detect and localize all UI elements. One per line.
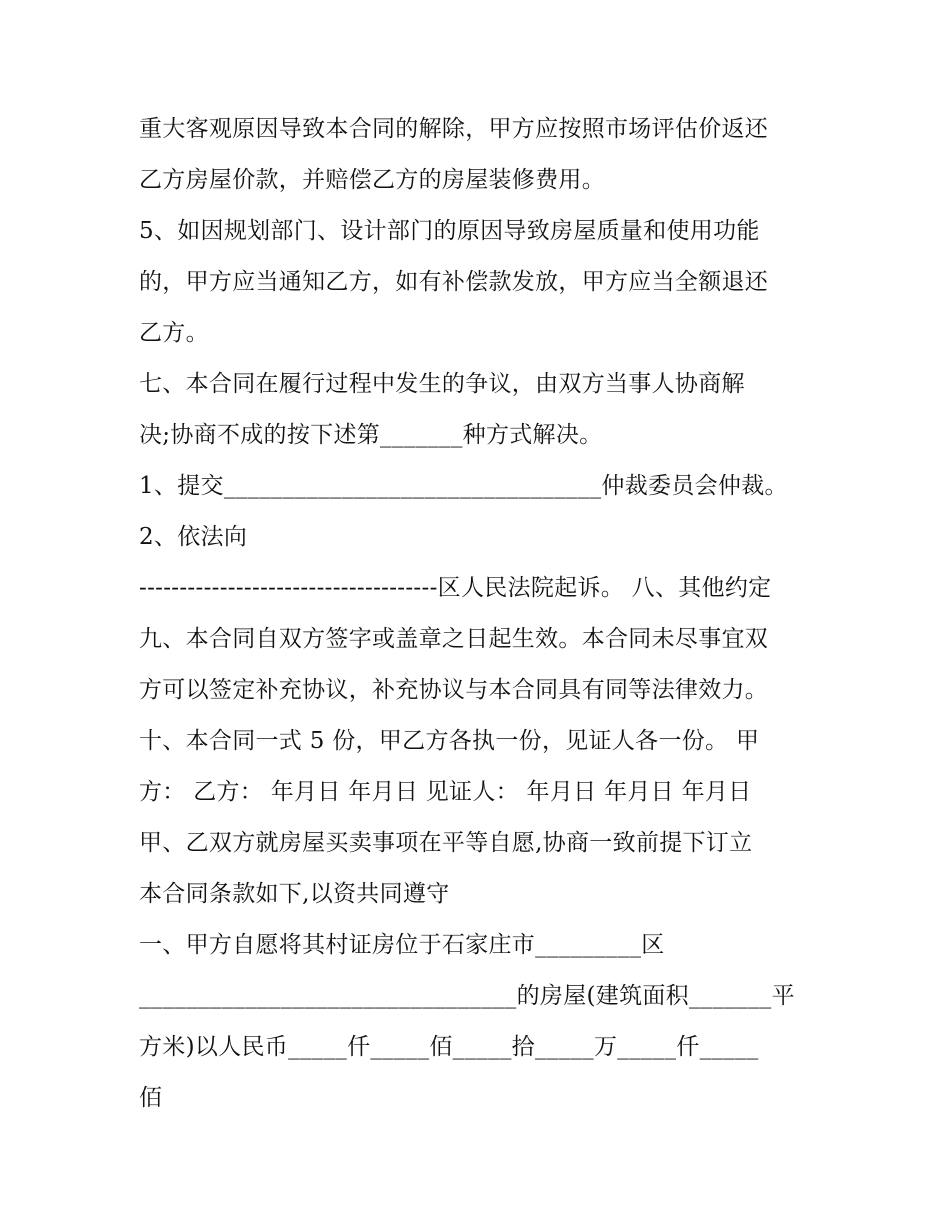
text-line: 十、本合同一式 5 份，甲乙方各执一份，见证人各一份。 甲 [139,728,760,754]
text-line: 一、甲方自愿将其村证房位于石家庄市_________区 [139,932,665,958]
text-line: 甲、乙双方就房屋买卖事项在平等自愿,协商一致前提下订立 [139,830,753,856]
text-line: 方： 乙方： 年月日 年月日 见证人： 年月日 年月日 年月日 [139,779,752,805]
text-line: 1、提交________________________________仲裁委员会仲裁。 [139,473,788,499]
text-line: 2、依法向 [139,524,248,550]
text-line: 乙方房屋价款，并赔偿乙方的房屋装修费用。 [139,167,605,193]
text-line: ________________________________的房屋(建筑面积_______平 [139,983,795,1009]
text-line: 重大客观原因导致本合同的解除，甲方应按照市场评估价返还 [139,116,769,142]
text-line: 九、本合同自双方签字或盖章之日起生效。本合同未尽事宜双 [139,626,769,652]
text-line: 决;协商不成的按下述第_______种方式解决。 [139,422,603,448]
text-line: 本合同条款如下,以资共同遵守 [139,881,450,907]
text-line: -------------------------------------区人民法院起诉。 八、其他约定 [139,575,772,601]
text-line: 5、如因规划部门、设计部门的原因导致房屋质量和使用功能 [139,218,760,244]
text-line: 的，甲方应当通知乙方，如有补偿款发放，甲方应当全额退还 [139,269,769,295]
text-line: 七、本合同在履行过程中发生的争议，由双方当事人协商解 [139,371,745,397]
text-line: 方米)以人民币_____仟_____佰_____拾_____万_____仟_____ [139,1034,759,1060]
text-line: 佰 [139,1085,163,1111]
text-line: 方可以签定补充协议，补充协议与本合同具有同等法律效力。 [139,677,769,703]
document-body [139,104,829,1124]
text-line: 乙方。 [139,320,209,346]
